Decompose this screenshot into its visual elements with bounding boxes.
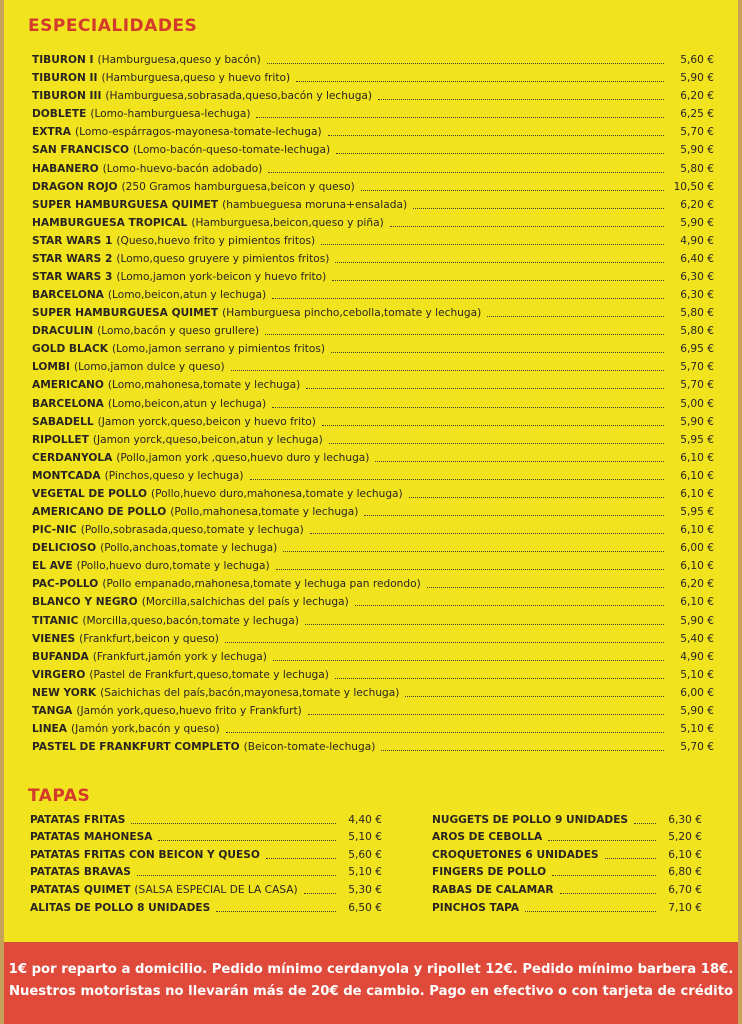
item-name: TANGA [32,704,73,717]
item-price: 5,80 € [680,162,714,175]
item-price: 6,10 € [668,848,702,861]
delivery-fee-text: 1€ por reparto a domicilio. Pedido mínimo cerdanyola y ripollet 12€. Pedido mínimo barbera 18€. [8,962,734,977]
tapa-item-row [432,862,702,880]
item-description: (Pollo,mahonesa,tomate y lechuga) [170,506,359,519]
item-name: TIBURON II [32,72,98,85]
item-price: 5,00 € [680,397,714,410]
item-description: (Lomo,beicon,atun y lechuga) [107,289,267,302]
item-price: 5,60 € [348,848,382,861]
item-name: DELICIOSO [32,542,97,555]
dotted-leader [525,911,656,912]
item-price: 10,50 € [673,180,714,193]
tapa-item-row [432,897,702,915]
item-name: PATATAS FRITAS CON BEICON Y QUESO [30,848,260,861]
tapa-item-row [432,809,702,827]
item-price: 6,20 € [680,90,714,103]
item-description: (hambueguesa moruna+ensalada) [222,198,408,211]
tapas-list-left [30,809,382,915]
item-price: 6,30 € [668,813,702,826]
item-description: (Lomo,bacón y queso grullere) [97,325,260,338]
dotted-leader [328,135,664,136]
menu-item-row [32,628,714,646]
item-name: EXTRA [32,126,71,139]
item-price: 5,80 € [680,325,714,338]
item-price: 5,80 € [680,307,714,320]
item-description: (Lomo,queso gruyere y pimientos fritos) [116,252,330,265]
item-description: (Jamon yorck,queso,beicon y huevo frito) [97,415,316,428]
item-description: (Saichichas del país,bacón,mayonesa,tomate y lechuga) [100,686,400,699]
menu-item-row [32,338,714,356]
item-name: PATATAS QUIMET [30,883,131,896]
item-name: PASTEL DE FRANKFURT COMPLETO [32,741,240,754]
dotted-leader [306,388,664,389]
dotted-leader [409,497,664,498]
dotted-leader [272,298,664,299]
dotted-leader [304,893,336,894]
dotted-leader [273,660,664,661]
item-price: 6,20 € [680,198,714,211]
item-name: STAR WARS 3 [32,271,113,284]
item-description: (Queso,huevo frito y pimientos fritos) [116,234,316,247]
menu-sheet [4,0,738,1024]
delivery-info-banner [4,942,738,1024]
menu-item-row [32,85,714,103]
item-price: 5,70 € [680,126,714,139]
menu-item-row [32,194,714,212]
item-price: 5,90 € [680,144,714,157]
item-name: MONTCADA [32,469,101,482]
item-name: SUPER HAMBURGUESA QUIMET [32,198,219,211]
item-name: TIBURON I [32,54,94,67]
item-description: (Lomo-hamburguesa-lechuga) [90,108,251,121]
dotted-leader [267,63,664,64]
item-price: 5,10 € [348,866,382,879]
item-name: BARCELONA [32,289,104,302]
item-price: 4,90 € [680,234,714,247]
item-name: EL AVE [32,560,73,573]
item-description: (Morcilla,salchichas del país y lechuga) [141,596,349,609]
item-description: (Pollo,huevo duro,tomate y lechuga) [76,560,270,573]
item-name: PATATAS MAHONESA [30,831,153,844]
item-description: (Jamón york,queso,huevo frito y Frankfurt) [76,704,302,717]
menu-item-row [32,609,714,627]
tapa-item-row [30,827,382,845]
item-price: 5,40 € [680,632,714,645]
item-name: RABAS DE CALAMAR [432,883,554,896]
item-price: 5,10 € [680,668,714,681]
item-price: 6,80 € [668,866,702,879]
item-name: PATATAS FRITAS [30,813,126,826]
item-name: SUPER HAMBURGUESA QUIMET [32,307,219,320]
item-description: (Frankfurt,beicon y queso) [79,632,219,645]
item-price: 6,40 € [680,252,714,265]
item-description: (Hamburguesa,beicon,queso y piña) [191,216,384,229]
item-name: BLANCO Y NEGRO [32,596,138,609]
item-price: 5,20 € [668,831,702,844]
dotted-leader [266,858,336,859]
item-price: 5,90 € [680,704,714,717]
item-name: CROQUETONES 6 UNIDADES [432,848,599,861]
item-name: PINCHOS TAPA [432,901,520,914]
tapa-item-row [30,862,382,880]
dotted-leader [634,823,656,824]
item-price: 6,10 € [680,560,714,573]
dotted-leader [361,190,664,191]
item-name: TIBURON III [32,90,102,103]
dotted-leader [552,875,656,876]
menu-item-row [32,736,714,754]
item-price: 6,10 € [680,469,714,482]
menu-item-row [32,555,714,573]
dotted-leader [283,551,664,552]
dotted-leader [226,732,664,733]
tapa-item-row [30,809,382,827]
dotted-leader [364,515,664,516]
menu-item-row [32,411,714,429]
item-description: (Lomo,jamon york-beicon y huevo frito) [116,271,327,284]
item-price: 6,10 € [680,487,714,500]
item-description: (Lomo,jamon dulce y queso) [73,361,225,374]
menu-item-row [32,573,714,591]
item-name: PIC-NIC [32,524,77,537]
dotted-leader [296,81,664,82]
item-price: 6,25 € [680,108,714,121]
item-name: LINEA [32,722,67,735]
item-name: HABANERO [32,162,99,175]
menu-item-row [32,465,714,483]
dotted-leader [308,714,664,715]
item-name: SABADELL [32,415,94,428]
tapas-heading: TAPAS [28,786,91,806]
item-name: AROS DE CEBOLLA [432,831,543,844]
tapa-item-row [432,844,702,862]
item-description: (Pollo,anchoas,tomate y lechuga) [100,542,278,555]
dotted-leader [305,624,664,625]
item-price: 6,10 € [680,596,714,609]
item-name: VEGETAL DE POLLO [32,487,148,500]
dotted-leader [137,875,336,876]
dotted-leader [335,262,664,263]
especialidades-list [32,49,714,754]
item-description: (Pollo,jamon york ,queso,huevo duro y lechuga) [116,451,370,464]
item-price: 5,90 € [680,614,714,627]
item-price: 6,70 € [668,883,702,896]
dotted-leader [158,840,336,841]
dotted-leader [231,370,664,371]
item-name: BUFANDA [32,650,89,663]
menu-item-row [32,320,714,338]
menu-item-row [32,67,714,85]
tapa-item-row [432,827,702,845]
menu-item-row [32,139,714,157]
item-description: (Frankfurt,jamón york y lechuga) [92,650,267,663]
item-description: (Beicon-tomate-lechuga) [243,741,376,754]
dotted-leader [355,605,664,606]
item-price: 4,40 € [348,813,382,826]
item-description: (Lomo,jamon serrano y pimientos fritos) [111,343,326,356]
item-description: (Lomo,mahonesa,tomate y lechuga) [107,379,301,392]
item-price: 5,70 € [680,379,714,392]
tapa-item-row [432,879,702,897]
item-price: 6,10 € [680,524,714,537]
item-name: AMERICANO [32,379,104,392]
dotted-leader [332,280,664,281]
item-name: CERDANYOLA [32,451,113,464]
menu-item-row [32,157,714,175]
menu-item-row [32,356,714,374]
especialidades-heading: ESPECIALIDADES [28,16,198,36]
item-price: 6,10 € [680,451,714,464]
payment-info-text: Nuestros motoristas no llevarán más de 20€ de cambio. Pago en efectivo o con tarjeta de crédito [8,984,734,999]
item-name: DOBLETE [32,108,87,121]
item-description: (Jamón york,bacón y queso) [71,722,220,735]
item-name: VIENES [32,632,76,645]
item-price: 6,20 € [680,578,714,591]
item-description: (SALSA ESPECIAL DE LA CASA) [134,883,298,896]
dotted-leader [390,226,664,227]
menu-item-row [32,284,714,302]
dotted-leader [322,425,664,426]
item-price: 6,00 € [680,686,714,699]
menu-item-row [32,176,714,194]
menu-item-row [32,266,714,284]
item-name: VIRGERO [32,668,86,681]
item-price: 5,70 € [680,741,714,754]
item-price: 6,95 € [680,343,714,356]
item-name: RIPOLLET [32,433,89,446]
item-name: SAN FRANCISCO [32,144,129,157]
dotted-leader [272,407,664,408]
item-name: FINGERS DE POLLO [432,866,547,879]
item-price: 6,30 € [680,271,714,284]
menu-item-row [32,49,714,67]
menu-item-row [32,682,714,700]
item-description: (Lomo-huevo-bacón adobado) [102,162,263,175]
dotted-leader [548,840,656,841]
menu-item-row [32,501,714,519]
item-price: 6,00 € [680,542,714,555]
item-description: (Pollo,sobrasada,queso,tomate y lechuga) [80,524,304,537]
item-description: (Hamburguesa,queso y bacón) [97,54,261,67]
item-price: 7,10 € [668,901,702,914]
dotted-leader [321,244,664,245]
item-name: STAR WARS 1 [32,234,113,247]
item-description: (Pinchos,queso y lechuga) [104,469,244,482]
item-description: (Hamburguesa pincho,cebolla,tomate y lechuga) [222,307,482,320]
item-description: (Pollo empanado,mahonesa,tomate y lechuga pan redondo) [102,578,421,591]
item-price: 4,90 € [680,650,714,663]
dotted-leader [331,352,664,353]
dotted-leader [405,696,664,697]
dotted-leader [276,569,664,570]
item-price: 6,50 € [348,901,382,914]
menu-item-row [32,537,714,555]
tapa-item-row [30,897,382,915]
menu-item-row [32,121,714,139]
item-name: BARCELONA [32,397,104,410]
dotted-leader [329,443,664,444]
item-name: STAR WARS 2 [32,252,113,265]
dotted-leader [265,334,664,335]
item-name: AMERICANO DE POLLO [32,506,167,519]
item-name: GOLD BLACK [32,343,108,356]
menu-item-row [32,248,714,266]
dotted-leader [256,117,664,118]
item-description: (Pastel de Frankfurt,queso,tomate y lechuga) [89,668,329,681]
item-description: (Pollo,huevo duro,mahonesa,tomate y lechuga) [151,487,403,500]
item-price: 5,90 € [680,216,714,229]
menu-item-row [32,103,714,121]
menu-item-row [32,591,714,609]
item-name: PAC-POLLO [32,578,99,591]
item-name: NUGGETS DE POLLO 9 UNIDADES [432,813,629,826]
item-price: 5,70 € [680,361,714,374]
item-description: (Lomo-espárragos-mayonesa-tomate-lechuga) [75,126,322,139]
item-name: ALITAS DE POLLO 8 UNIDADES [30,901,211,914]
item-price: 5,60 € [680,54,714,67]
item-description: (Hamburguesa,sobrasada,queso,bacón y lechuga) [105,90,373,103]
item-description: (Lomo,beicon,atun y lechuga) [107,397,267,410]
menu-item-row [32,664,714,682]
dotted-leader [310,533,664,534]
item-name: HAMBURGUESA TROPICAL [32,216,188,229]
dotted-leader [216,911,336,912]
item-name: PATATAS BRAVAS [30,866,131,879]
dotted-leader [250,479,665,480]
dotted-leader [487,316,664,317]
menu-item-row [32,230,714,248]
menu-item-row [32,212,714,230]
dotted-leader [413,208,664,209]
menu-item-row [32,429,714,447]
item-price: 5,95 € [680,433,714,446]
menu-item-row [32,483,714,501]
dotted-leader [268,172,664,173]
item-description: (Lomo-bacón-queso-tomate-lechuga) [132,144,331,157]
tapas-list-right [432,809,702,915]
menu-item-row [32,374,714,392]
item-price: 5,95 € [680,506,714,519]
item-price: 5,10 € [680,722,714,735]
dotted-leader [378,99,664,100]
item-name: DRACULIN [32,325,94,338]
item-name: NEW YORK [32,686,97,699]
menu-item-row [32,700,714,718]
menu-item-row [32,519,714,537]
item-description: (Hamburguesa,queso y huevo frito) [101,72,291,85]
item-price: 5,90 € [680,415,714,428]
item-description: (Morcilla,queso,bacón,tomate y lechuga) [82,614,299,627]
menu-item-row [32,718,714,736]
menu-item-row [32,392,714,410]
menu-item-row [32,646,714,664]
dotted-leader [560,893,657,894]
menu-item-row [32,447,714,465]
item-price: 5,10 € [348,831,382,844]
item-name: DRAGON ROJO [32,180,118,193]
item-description: (250 Gramos hamburguesa,beicon y queso) [121,180,355,193]
item-name: TITANIC [32,614,79,627]
menu-item-row [32,302,714,320]
dotted-leader [131,823,336,824]
tapa-item-row [30,879,382,897]
dotted-leader [381,750,664,751]
tapa-item-row [30,844,382,862]
item-price: 6,30 € [680,289,714,302]
dotted-leader [225,642,664,643]
dotted-leader [427,587,664,588]
item-description: (Jamon yorck,queso,beicon,atun y lechuga) [92,433,323,446]
item-price: 5,30 € [348,883,382,896]
dotted-leader [335,678,664,679]
item-name: LOMBI [32,361,70,374]
dotted-leader [336,153,664,154]
dotted-leader [375,461,664,462]
dotted-leader [605,858,656,859]
item-price: 5,90 € [680,72,714,85]
